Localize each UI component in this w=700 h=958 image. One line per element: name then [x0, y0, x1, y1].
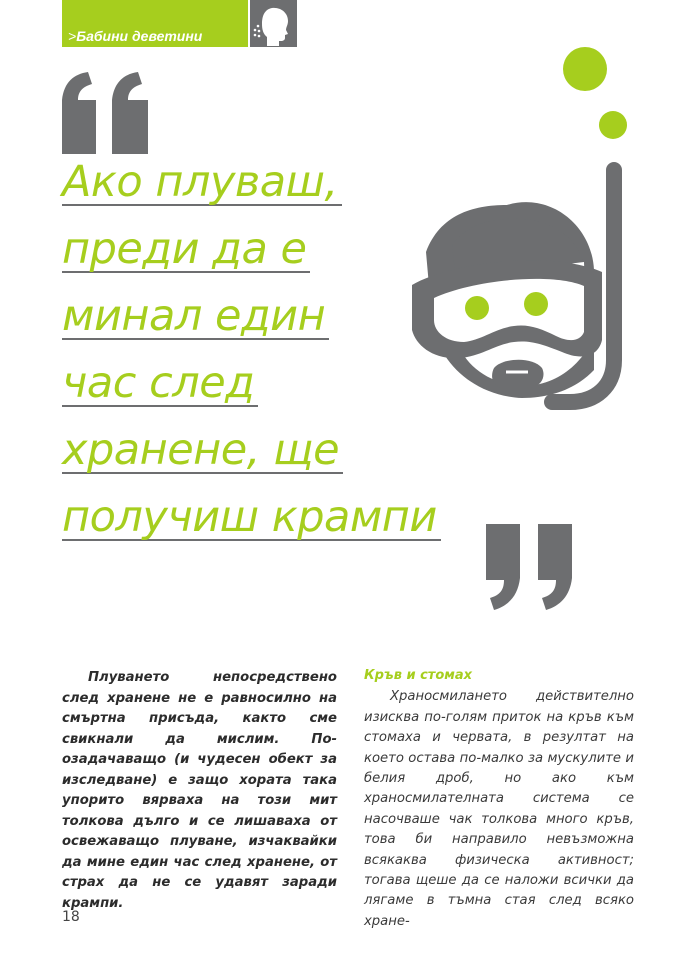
section-prefix: > [68, 28, 77, 44]
headline-line-2: преди да е [62, 227, 310, 273]
intro-paragraph: Плуването непосредствено след хранене не е равносилно на смъртна присъда, както сме свикнали да мислим. По-озадачаващо (и чудесен обект за изследване) е защо хората така упорито вярваха на този мит толкова дълго и се лишаваха от освежаващо плуване, изчаквайки да мине един час след хранене, от страх да не се удавят заради крампи. [62, 670, 337, 911]
page-number: 18 [62, 909, 80, 925]
article-left-column [62, 668, 337, 914]
section-title-part2: деветини [132, 28, 203, 44]
headline-line-1: Ако плуваш, [62, 160, 342, 206]
section-label [68, 28, 202, 44]
body-paragraph: Храносмилането действително изисква по-голям приток на кръв към стомаха и червата, в резултат на което остава по-малко за мускулите и белия дроб, но ако към храносмилателната система се насочваше чак толкова много кръв, това би направило невъзможна всякаква физическа активност; тогава щеше да се наложи всички да лягаме в тъмна стая след всяко хране- [364, 689, 634, 929]
article-right-column [364, 666, 634, 932]
closing-quote-icon [484, 524, 576, 615]
speaking-head-icon [250, 0, 297, 47]
subhead: Кръв и стомах [364, 668, 473, 683]
opening-quote-icon [60, 72, 152, 163]
headline-line-3: минал един [62, 294, 329, 340]
headline-line-5: хранене, ще [62, 428, 343, 474]
headline-line-4: час след [62, 361, 258, 407]
section-header-bar [62, 0, 248, 47]
section-title-part1: Бабини [76, 28, 133, 44]
snorkel-diver-icon [402, 40, 642, 425]
headline-line-6: получиш крампи [62, 495, 441, 541]
